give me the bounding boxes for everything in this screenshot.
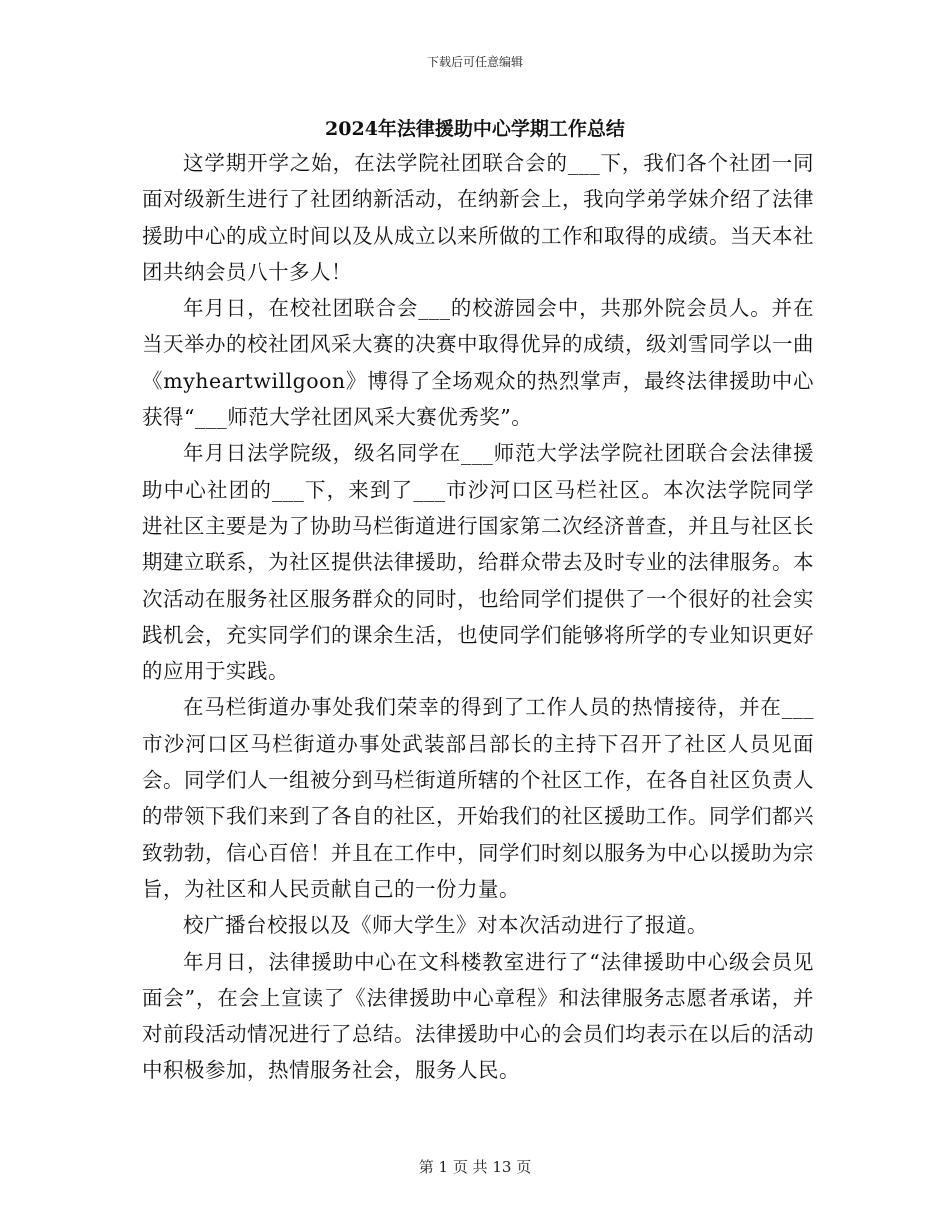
paragraph-2: 年月日，在校社团联合会___的校游园会中，共那外院会员人。并在当天举办的校社团风采大赛的决赛中取得优异的成绩，级刘雪同学以一曲《myheartwillgoon》博得了全场观众的热烈掌声，最终法律援助中心获得“___师范大学社团风采大赛优秀奖”。 (142, 296, 814, 430)
document-title: 2024年法律援助中心学期工作总结 (325, 118, 625, 140)
page-header-note: 下载后可任意编辑 (426, 55, 523, 69)
paragraph-5: 校广播台校报以及《师大学生》对本次活动进行了报道。 (183, 913, 708, 938)
paragraph-6: 年月日，法律援助中心在文科楼教室进行了“法律援助中心级会员见面会”，在会上宣读了《法律援助中心章程》和法律服务志愿者承诺，并对前段活动情况进行了总结。法律援助中心的会员们均表示在以后的活动中积极参加，热情服务社会，服务人民。 (142, 949, 814, 1083)
paragraph-4: 在马栏街道办事处我们荣幸的得到了工作人员的热情接待，并在___市沙河口区马栏街道办事处武装部吕部长的主持下召开了社区人员见面会。同学们人一组被分到马栏街道所辖的个社区工作，在各自社区负责人的带领下我们来到了各自的社区，开始我们的社区援助工作。同学们都兴致勃勃，信心百倍！并且在工作中，同学们时刻以服务为中心以援助为宗旨，为社区和人民贡献自己的一份力量。 (142, 695, 814, 901)
paragraph-1: 这学期开学之始，在法学院社团联合会的___下，我们各个社团一同面对级新生进行了社团纳新活动，在纳新会上，我向学弟学妹介绍了法律援助中心的成立时间以及从成立以来所做的工作和取得的成绩。当天本社团共纳会员八十多人！ (142, 151, 814, 284)
page-number-footer: 第 1 页 共 13 页 (418, 1158, 532, 1176)
document-body (142, 145, 814, 1089)
paragraph-3: 年月日法学院级，级名同学在___师范大学法学院社团联合会法律援助中心社团的___下，来到了___市沙河口区马栏社区。本次法学院同学进社区主要是为了协助马栏街道进行国家第二次经济普查，并且与社区长期建立联系，为社区提供法律援助，给群众带去及时专业的法律服务。本次活动在服务社区服务群众的同时，也给同学们提供了一个很好的社会实践机会，充实同学们的课余生活，也使同学们能够将所学的专业知识更好的应用于实践。 (142, 441, 814, 684)
